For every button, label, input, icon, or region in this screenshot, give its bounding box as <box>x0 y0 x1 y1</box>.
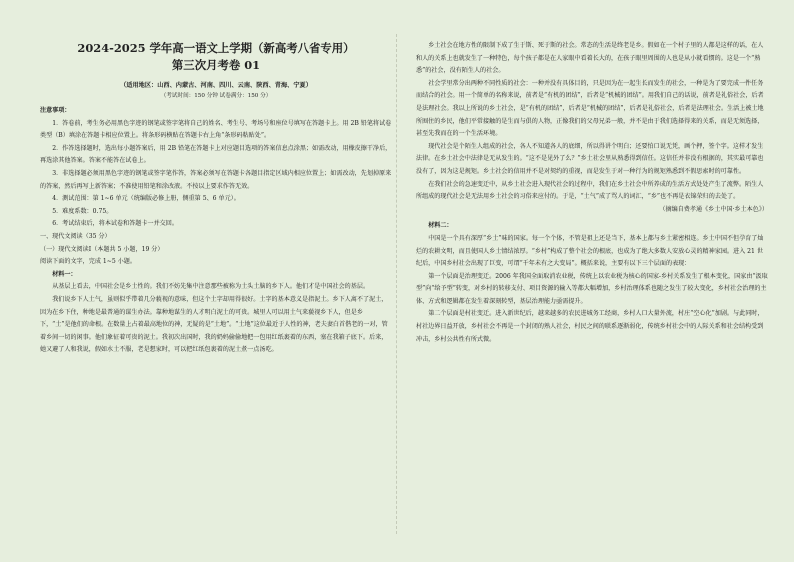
material1-paragraph: 现代社会是个陌生人组成的社会，各人不知道各人的底细，所以得讲个明白；还要怕口说无凭，画个押，签个字。这样才发生法律。在乡土社会中法律是无从发生的。“这不是见外了么？”乡土社会里从熟悉得到信任。这信任并非没有根据的，其实最可靠也没有了，因为这是规矩。乡土社会的信用并不是对契约的重视，而是发生于对一种行为的规矩熟悉到不假思索时的可靠性。 <box>416 142 764 175</box>
material2-paragraph: 第二个层面是村社变迁。进入新世纪后，越来越多的农民进城务工经商，乡村人口大量外流，村庄“空心化”加剧。与此同时，村社边界日益开放，乡村社会不再是一个封闭的熟人社会，村民之间的联系逐渐弱化，传统乡村社会中的人际关系和社会结构受到冲击，乡村公共性有所式微。 <box>416 310 764 343</box>
material1-paragraph: 从基层上看去，中国社会是乡土性的。我们不妨先集中注意那些被称为土头土脑的乡下人。他们才是中国社会的基层。 <box>52 283 370 291</box>
column-divider <box>396 34 397 534</box>
section-heading: 一、现代文阅读（35 分） <box>40 232 111 240</box>
notes-item: 6．考试结束后，将本试卷和答题卡一并交回。 <box>52 220 178 228</box>
exam-title-line2: 第三次月考卷 01 <box>171 58 261 72</box>
exam-time-score: （考试时间：150 分钟 试卷满分：150 分） <box>160 93 272 99</box>
right-column <box>416 40 768 346</box>
material2-paragraph: 中国是一个具有深厚“乡土”味的国家。每一个个体，不管是祖上还是当下，基本上都与乡土紧密相连。乡土中国不但孕育了灿烂的农耕文明，而且使国人乡土情结浓厚。“乡村”构成了整个社会的根底，也成为了绝大多数人安放心灵的精神家园。进入 21 世纪后，中国乡村社会出现了巨变，可谓“千年未有之大变局”。概括来说，主要有以下三个层面的表现： <box>416 234 764 268</box>
notes-item: 5．难度系数：0.75。 <box>52 207 113 215</box>
material2-paragraph: 第一个层面是治理变迁。2006 年我国全面取消农业税，传统上以农业税为核心的国家-乡村关系发生了根本变化，国家由“汲取型”向“给予型”转变，对乡村的转移支付、项目资源的输入等都大幅增加，乡村治理体系也随之发生了较大变化，乡村社会治理的主体、方式和逻辑都在发生着深刻转型，基层治理能力亟需提升。 <box>416 272 768 305</box>
material1-source: （摘编自费孝通《乡土中国·乡土本色》） <box>659 205 768 213</box>
notes-item: 4．测试范围：第 1~6 单元（统编版必修上册，侧重第 5、6 单元）。 <box>52 195 240 203</box>
exam-title-line1: 2024-2025 学年高一语文上学期（新高考八省专用） <box>77 41 355 55</box>
notes-item: 3．非选择题必须用黑色字迹的钢笔或签字笔作答，答案必须写在答题卡各题目指定区域内相应位置上；如需改动，先划掉原来的答案，然后再写上新答案；不准使用铅笔和涂改液。不按以上要求作答无效。 <box>40 169 392 190</box>
material1-paragraph: 我们说乡下人土气，虽则似乎带着几分藐视的意味，但这个土字却用得很好。土字的基本意义是指泥土。乡下人离不了泥土，因为在乡下住，种地是最普通的谋生办法。靠种地谋生的人才明白泥土的可贵。城里人可以用土气来藐视乡下人，但是乡下，“土”是他们的命根。在数量上占着最高地位的神，无疑的是“土地”。“土地”这位最近于人性的神，老夫妻白首偕老的一对，管着乡间一切的闲事。他们象征着可贵的泥土。我初次出国时，我的奶妈偷偷地把一包用红纸裹着的东西，塞在我箱子底下。后来，她又避了人和我说，假如水土不服，老是想家时，可以把红纸包裹着的泥土煮一点汤吃。 <box>40 295 388 354</box>
notes-heading: 注意事项： <box>40 107 71 114</box>
material1-paragraph: 乡土社会在地方性的限制下成了生于斯、死于斯的社会。常态的生活是终老是乡。假如在一个村子里的人都是这样的话，在人和人的关系上也就发生了一种特色，每个孩子都是在人家眼中看着长大的，在孩子眼里周围的人也是从小就看惯的。这是一个“熟悉”的社会，没有陌生人的社会。 <box>416 42 764 75</box>
notes-item: 1．答卷前，考生务必用黑色字迹的钢笔或签字笔将自己的姓名、考生号、考场号和座位号填写在答题卡上。用 2B 铅笔将试卷类型（B）填涂在答题卡相应位置上。将条形码横贴在答题卡右上角“条形码粘贴处”。 <box>40 119 392 140</box>
material1-paragraph: 在我们社会的急速变迁中，从乡土社会进入现代社会的过程中，我们在乡土社会中所养成的生活方式处处产生了流弊。陌生人所组成的现代社会是无法用乡土社会的习俗来应付的。于是，“土气”成了骂人的词汇，“乡”也不再是衣锦荣归的去处了。 <box>416 180 764 201</box>
subsection-heading: （一）现代文阅读Ⅰ（本题共 5 小题，19 分） <box>40 245 164 253</box>
reading-instruction: 阅读下面的文字，完成 1~5 小题。 <box>40 258 136 266</box>
notes-item: 2．作答选择题时，选出每小题答案后，用 2B 铅笔在答题卡上对应题目选项的答案信息点涂黑；如需改动，用橡皮擦干净后，再选涂其他答案。答案不能答在试卷上。 <box>40 144 392 165</box>
material1-paragraph: 社会学里常分出两种不同性质的社会：一种并没有具体目的，只是因为在一起生长而发生的社会，一种是为了要完成一件任务而结合的社会。用一个简单的名称来说，前者是“有机的团结”，后者是“机械的团结”。用我们自己的话说，前者是礼俗社会，后者是法理社会。我以上所说的乡土社会，是“有机的团结”，后者是“机械的团结”，后者是礼俗社会，后者是法理社会。生活上被土地所囿住的乡民，他们平常接触的是生而与俱的人物，正像我们的父母兄弟一般，并不是由于我们选择得来的关系，而是无须选择，甚至先我而在的一个生活环境。 <box>416 79 764 138</box>
material2-label: 材料二： <box>428 222 453 230</box>
material1-label: 材料一： <box>52 270 77 278</box>
applicable-regions: （适用地区：山西、内蒙古、河南、四川、云南、陕西、青海、宁夏） <box>120 82 312 89</box>
left-column <box>40 40 392 357</box>
